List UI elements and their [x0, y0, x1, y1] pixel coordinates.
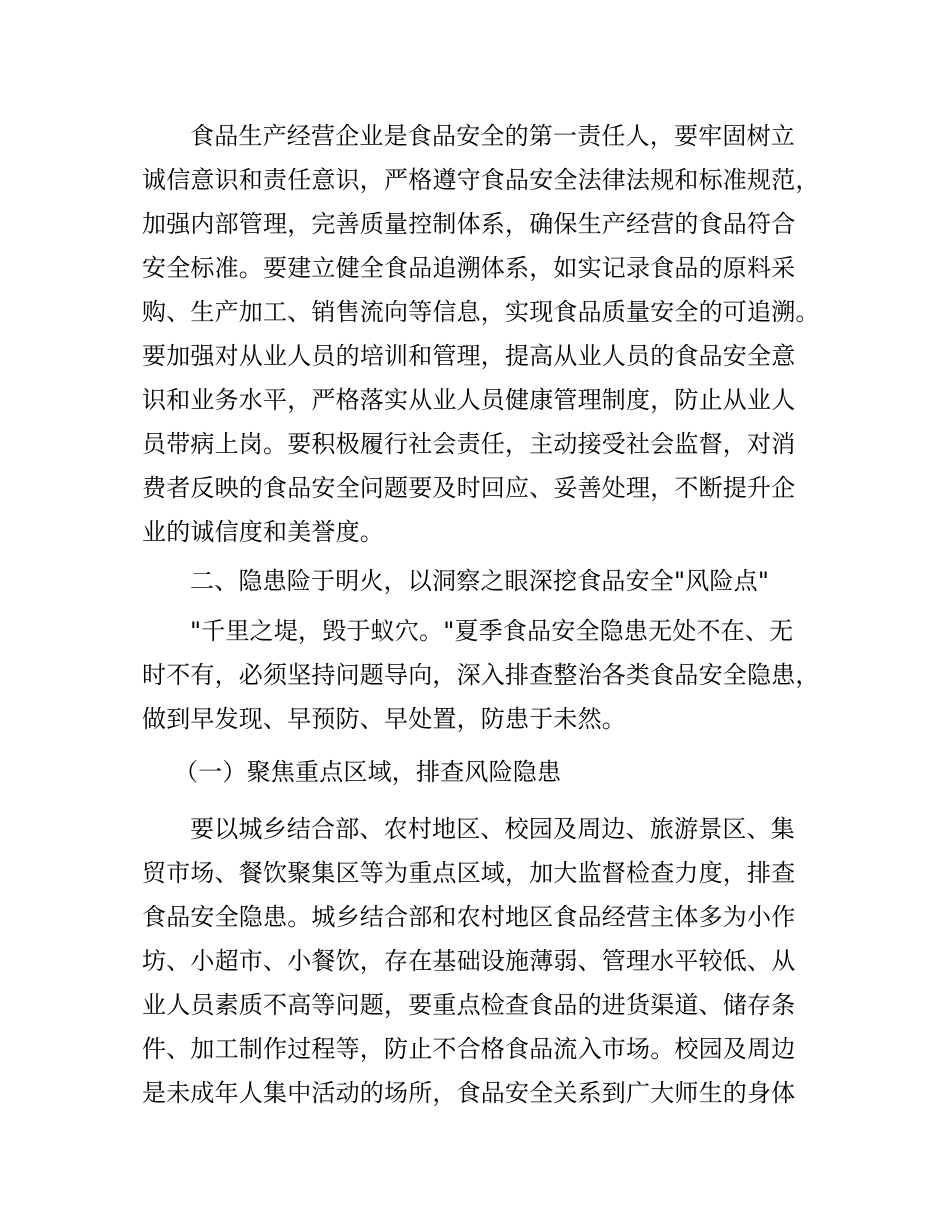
paragraph-3-line-3: 食品安全隐患。城乡结合部和农村地区食品经营主体多为小作: [142, 903, 796, 931]
paragraph-3-line-1: 要以城乡结合部、农村地区、校园及周边、旅游景区、集: [190, 815, 795, 843]
paragraph-1-line-7: 识和业务水平，严格落实从业人员健康管理制度，防止从业人: [142, 386, 796, 414]
paragraph-1-line-2: 诚信意识和责任意识，严格遵守食品安全法律法规和标准规范，: [142, 166, 820, 194]
section-heading: 二、隐患险于明火，以洞察之眼深挖食品安全"风险点": [190, 567, 770, 595]
paragraph-1-line-6: 要加强对从业人员的培训和管理，提高从业人员的食品安全意: [142, 342, 796, 370]
paragraph-2-line-2: 时不有，必须坚持问题导向，深入排查整治各类食品安全隐患，: [142, 661, 820, 689]
subsection-heading: （一）聚焦重点区域，排查风险隐患: [174, 758, 562, 786]
paragraph-3-line-4: 坊、小超市、小餐饮，存在基础设施薄弱、管理水平较低、从: [142, 947, 796, 975]
paragraph-3-line-2: 贸市场、餐饮聚集区等为重点区域，加大监督检查力度，排查: [142, 859, 796, 887]
paragraph-3-line-5: 业人员素质不高等问题，要重点检查食品的进货渠道、储存条: [142, 991, 796, 1019]
paragraph-1-line-3: 加强内部管理，完善质量控制体系，确保生产经营的食品符合: [142, 210, 796, 238]
paragraph-1-line-9: 费者反映的食品安全问题要及时回应、妥善处理，不断提升企: [142, 474, 796, 502]
paragraph-1-line-4: 安全标准。要建立健全食品追溯体系，如实记录食品的原料采: [142, 254, 796, 282]
paragraph-1-line-8: 员带病上岗。要积极履行社会责任，主动接受社会监督，对消: [142, 430, 796, 458]
paragraph-2-line-1: "千里之堤，毁于蚁穴。"夏季食品安全隐患无处不在、无: [190, 617, 794, 645]
paragraph-1-line-1: 食品生产经营企业是食品安全的第一责任人，要牢固树立: [190, 122, 795, 150]
paragraph-1-line-10: 业的诚信度和美誉度。: [142, 518, 384, 546]
paragraph-1-line-5: 购、生产加工、销售流向等信息，实现食品质量安全的可追溯。: [142, 298, 820, 326]
paragraph-3-line-6: 件、加工制作过程等，防止不合格食品流入市场。校园及周边: [142, 1035, 796, 1063]
paragraph-2-line-3: 做到早发现、早预防、早处置，防患于未然。: [142, 705, 626, 733]
paragraph-3-line-7: 是未成年人集中活动的场所，食品安全关系到广大师生的身体: [142, 1079, 796, 1107]
